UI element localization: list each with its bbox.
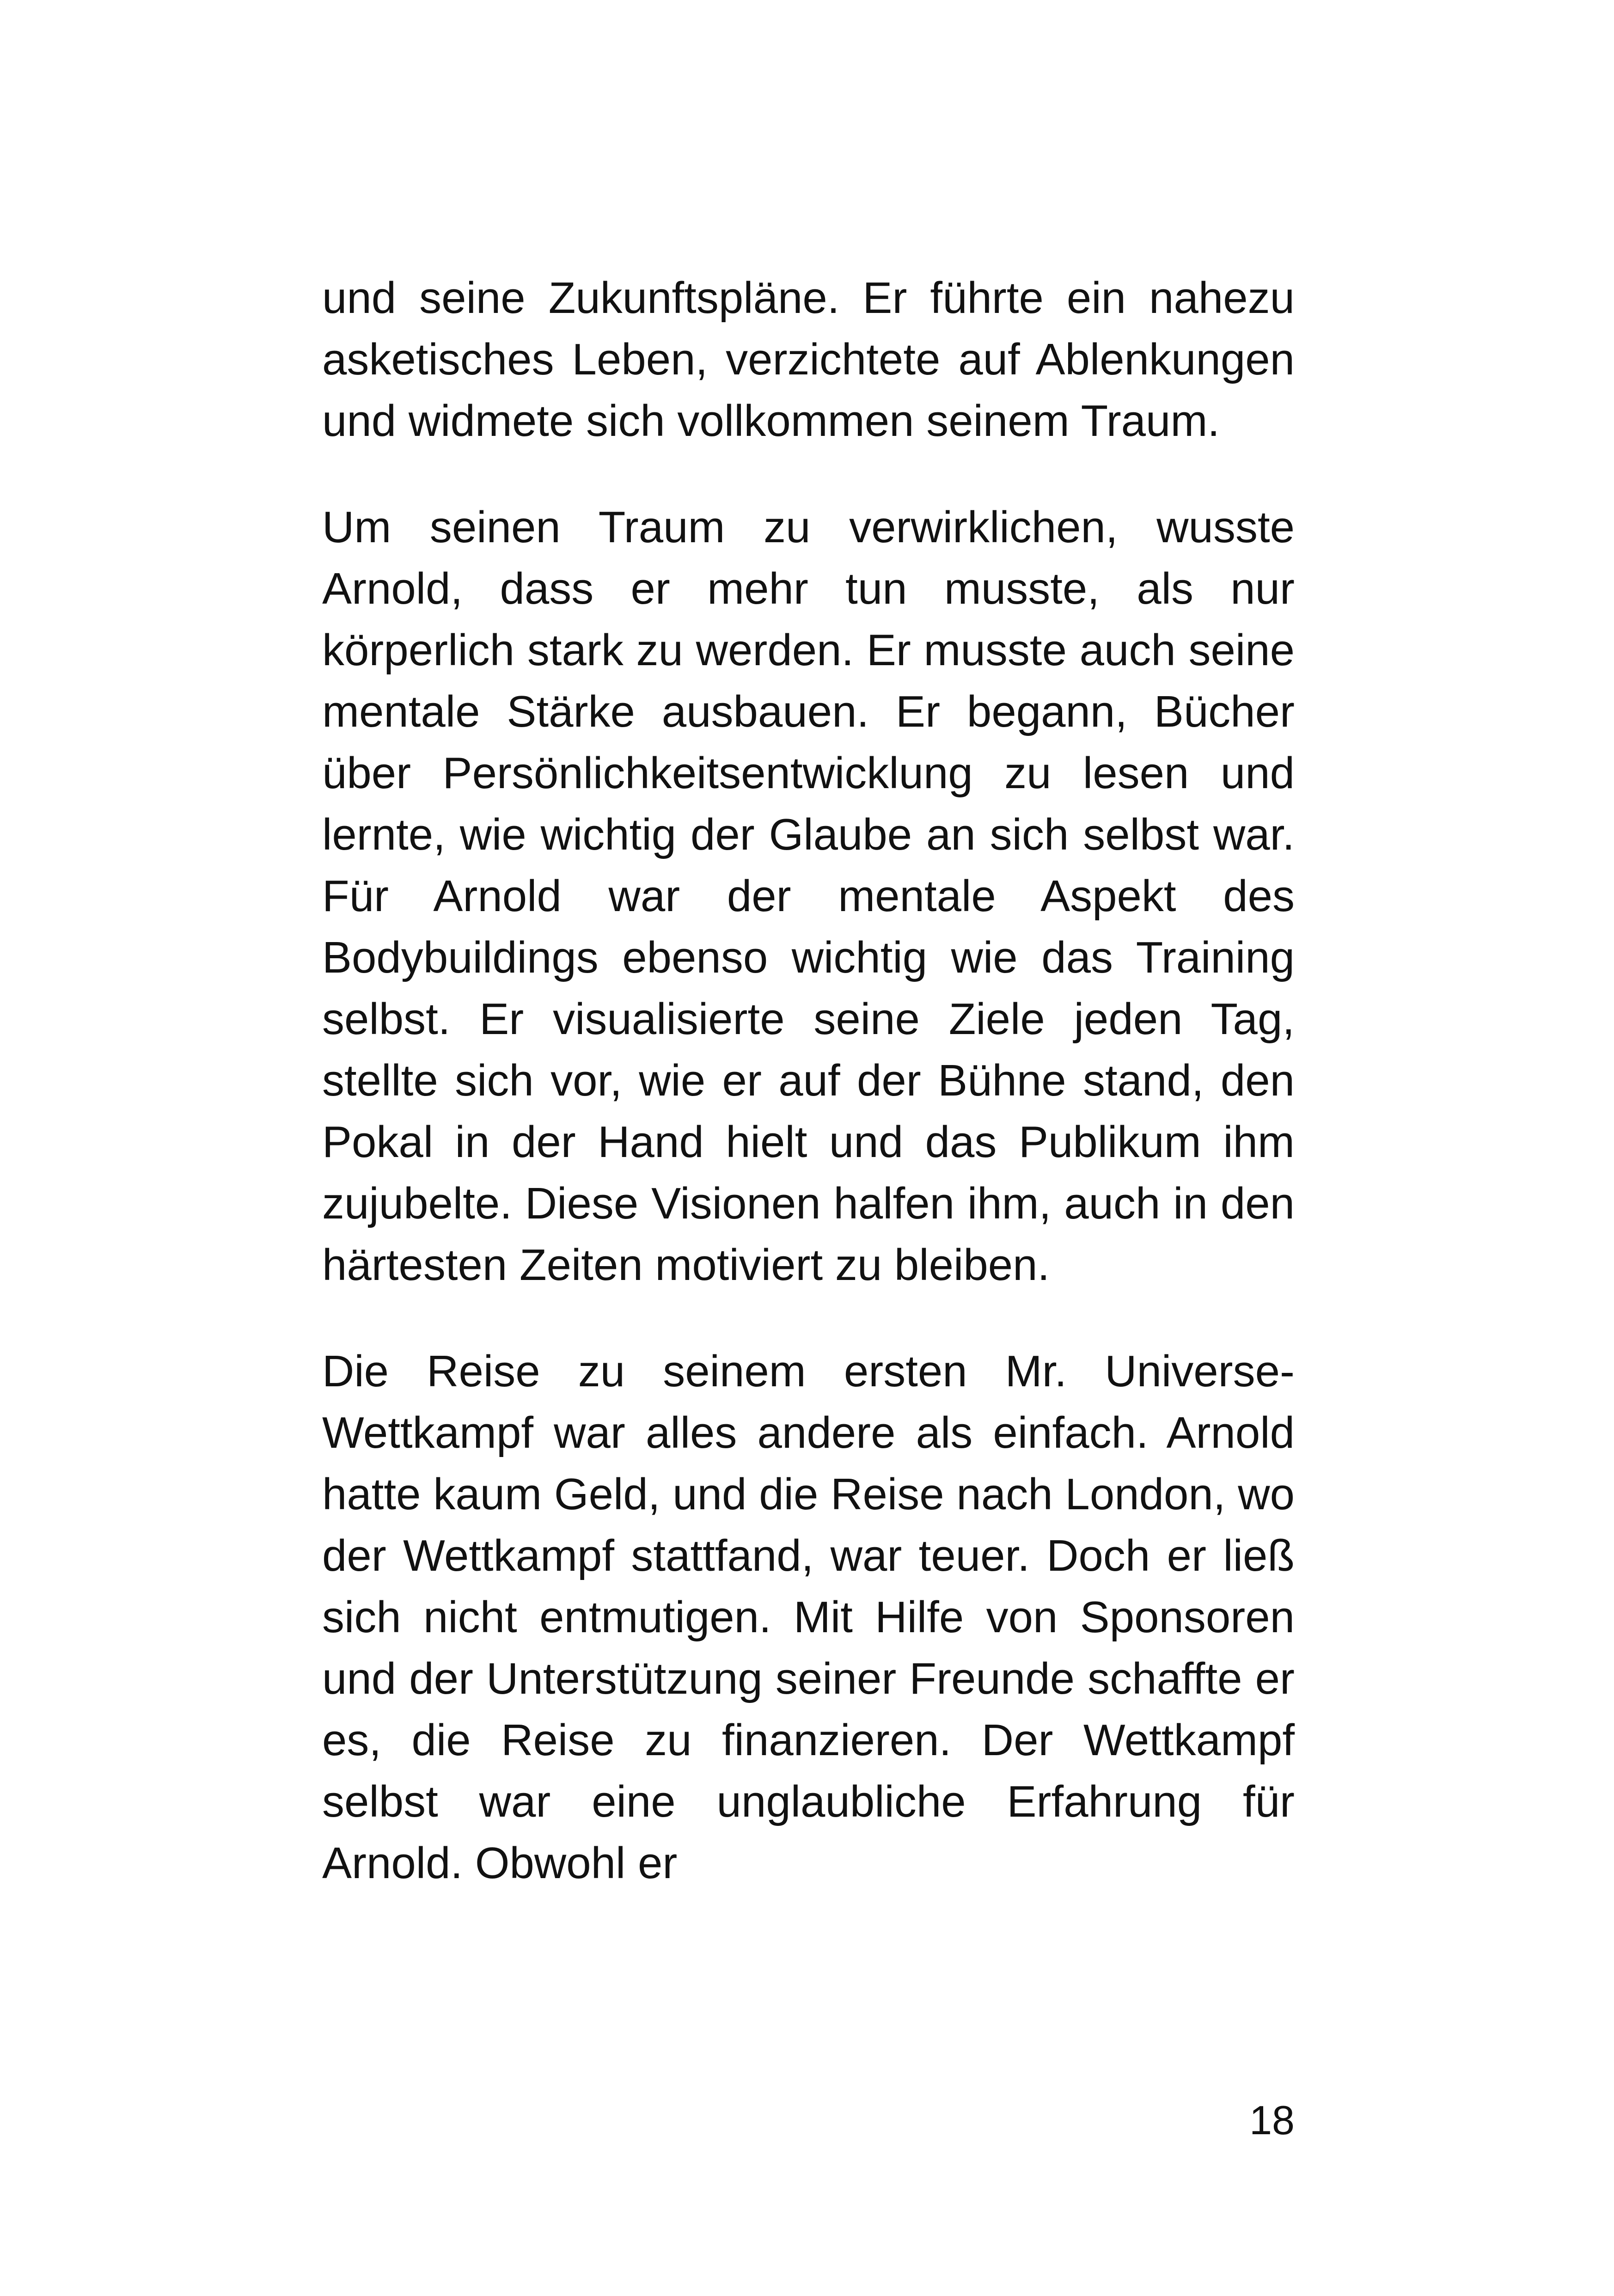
page-number: 18 <box>1249 2097 1295 2143</box>
body-text <box>322 267 1295 1894</box>
paragraph-3: Die Reise zu seinem ersten Mr. Universe-Wettkampf war alles andere als einfach. Arnold hatte kaum Geld, und die Reise nach London, wo der Wettkampf stattfand, war teuer. Doch er ließ sich nicht entmutigen. Mit Hilfe von Sponsoren und der Unterstützung seiner Freunde schaffte er es, die Reise zu finanzieren. Der Wettkampf selbst war eine unglaubliche Erfahrung für Arnold. Obwohl er <box>322 1347 1295 1888</box>
paragraph-2: Um seinen Traum zu verwirklichen, wusste Arnold, dass er mehr tun musste, als nur körperlich stark zu werden. Er musste auch seine mentale Stärke ausbauen. Er begann, Bücher über Persönlichkeitsentwicklung zu lesen und lernte, wie wichtig der Glaube an sich selbst war. Für Arnold war der mentale Aspekt des Bodybuildings ebenso wichtig wie das Training selbst. Er visualisierte seine Ziele jeden Tag, stellte sich vor, wie er auf der Bühne stand, den Pokal in der Hand hielt und das Publikum ihm zujubelte. Diese Visionen halfen ihm, auch in den härtesten Zeiten motiviert zu bleiben. <box>322 502 1295 1290</box>
paragraph-1: und seine Zukunftspläne. Er führte ein nahezu asketisches Leben, verzichtete auf Ablenkungen und widmete sich vollkommen seinem Traum. <box>322 273 1295 446</box>
